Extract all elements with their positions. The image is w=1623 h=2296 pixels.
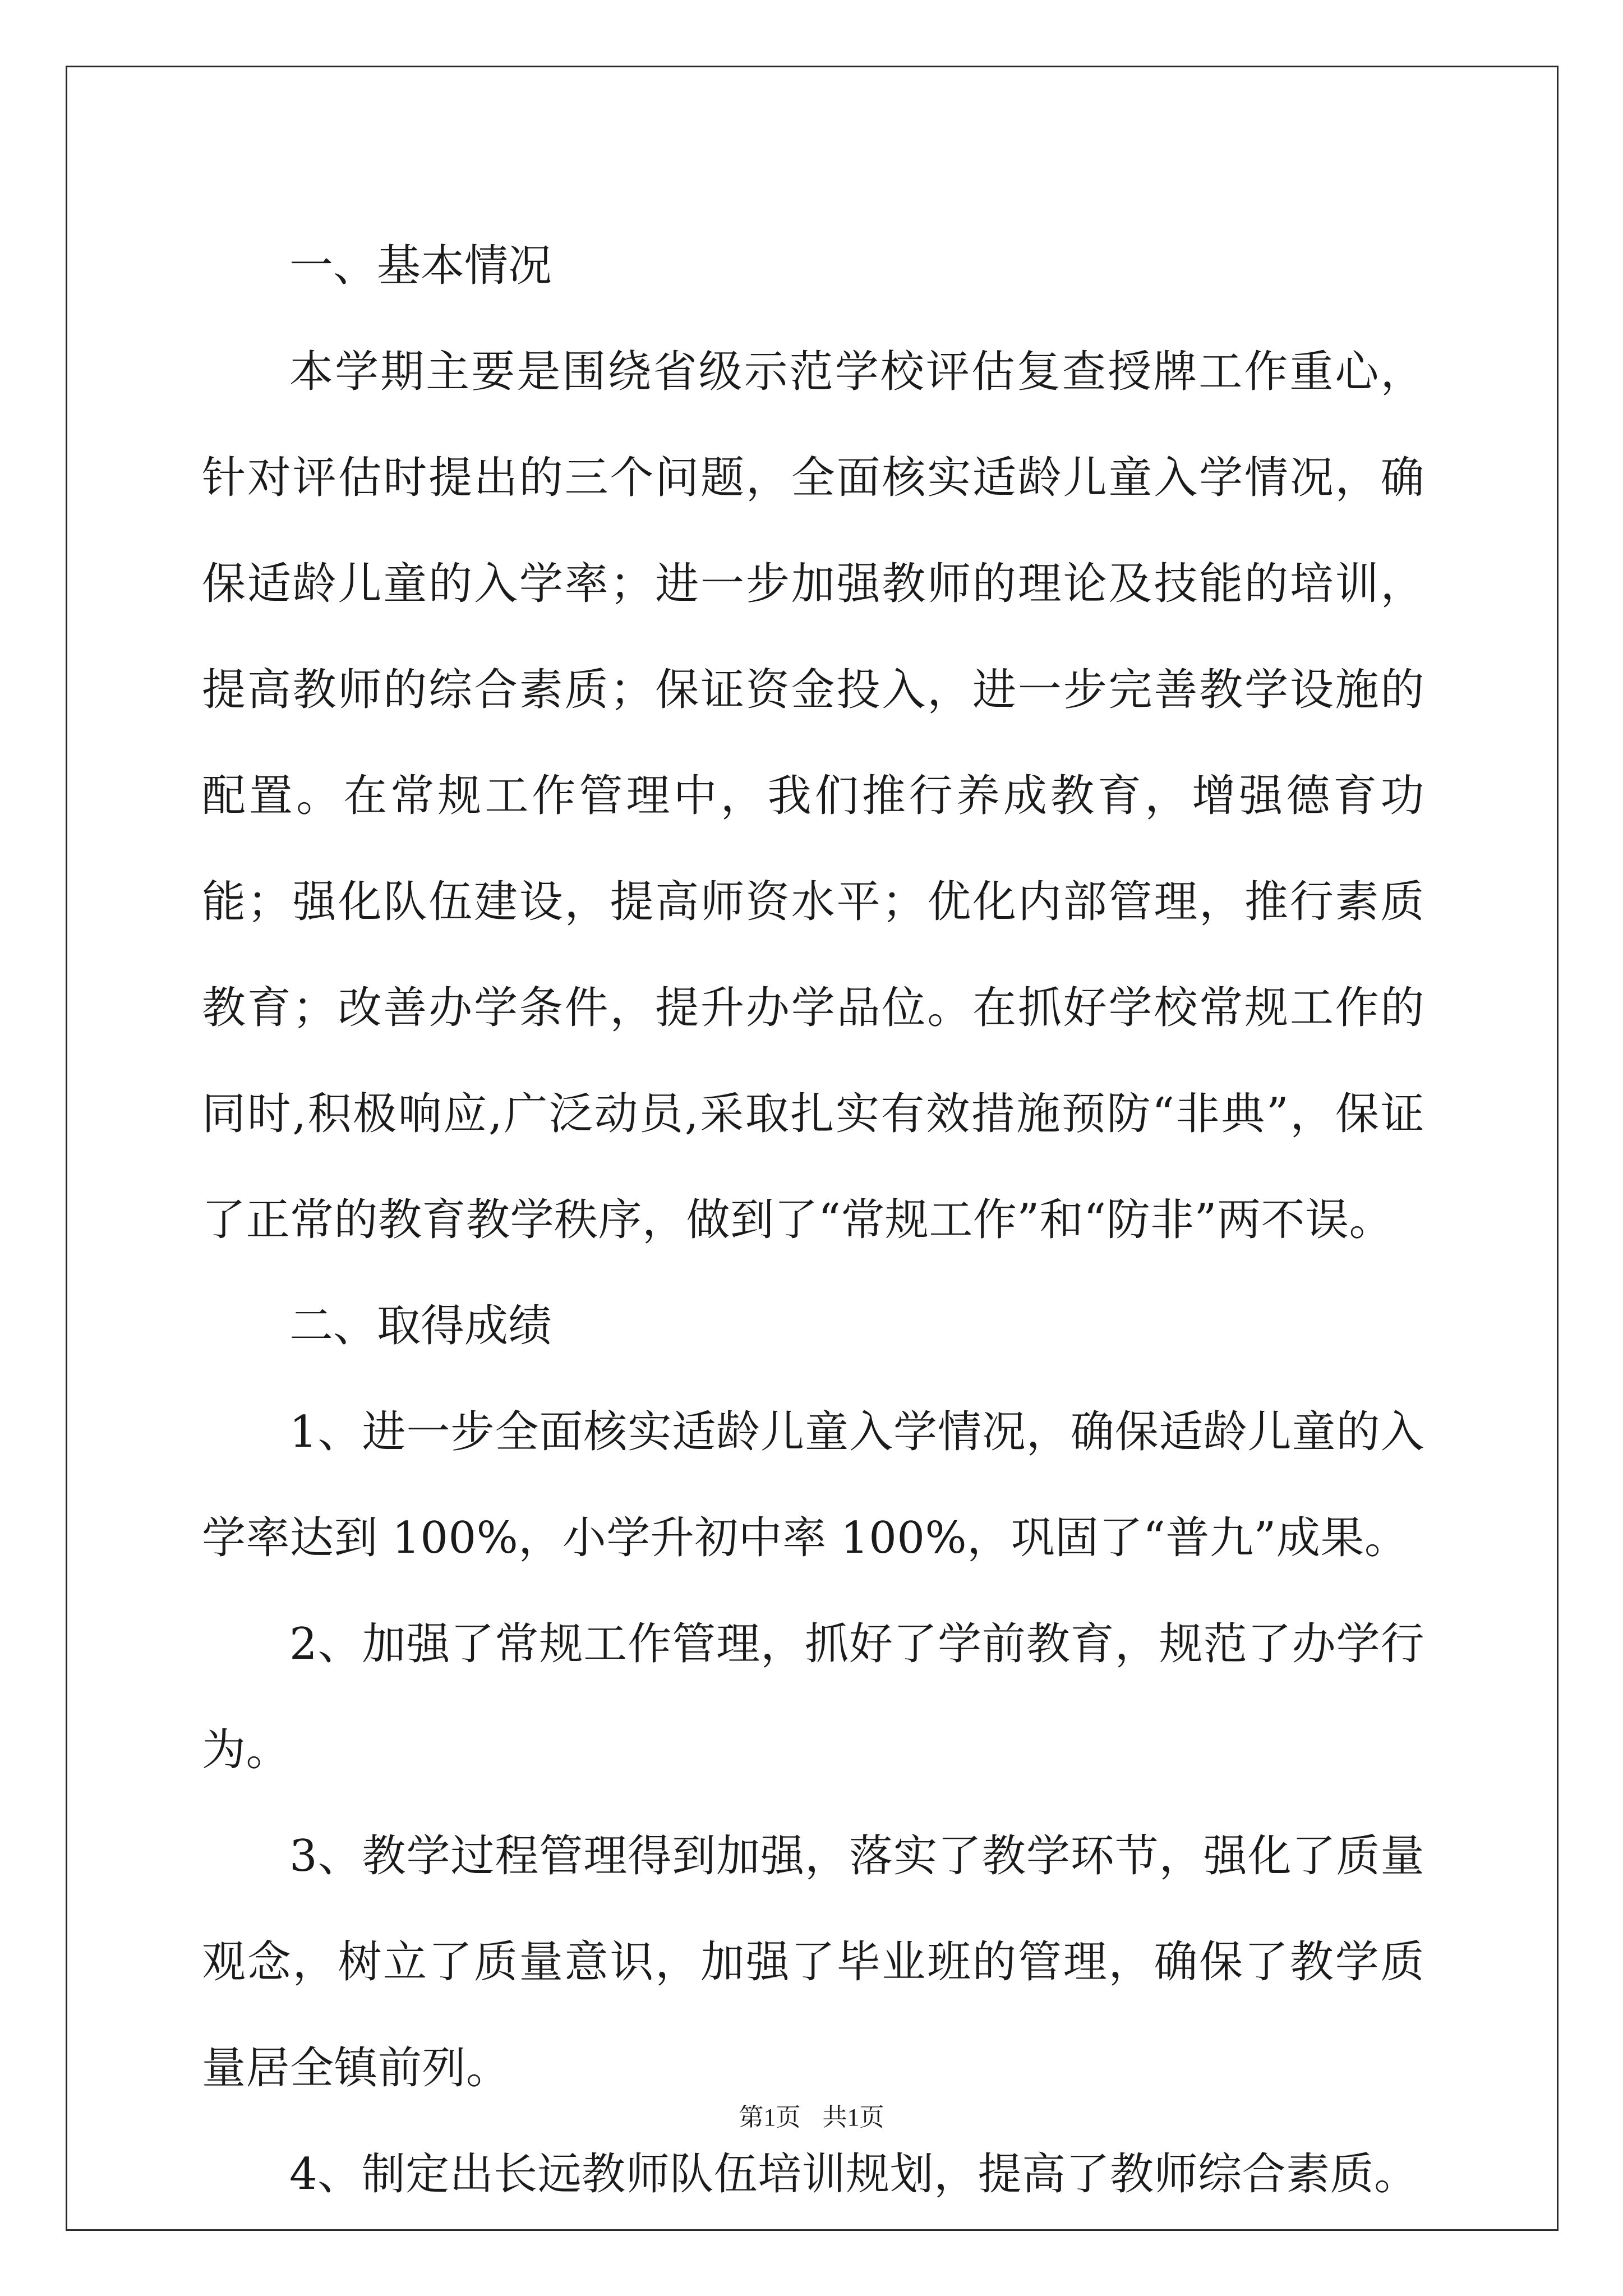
- page-footer: [0, 2101, 1623, 2134]
- paragraph: 2、加强了常规工作管理，抓好了学前教育，规范了办学行为。: [202, 1619, 1424, 1775]
- section-heading: 二、取得成绩: [289, 1301, 552, 1351]
- document-body: [202, 213, 1424, 2228]
- page-total: 共1页: [822, 2104, 884, 2131]
- page-number: 第1页: [739, 2104, 801, 2131]
- paragraph: 3、教学过程管理得到加强，落实了教学环节，强化了质量观念，树立了质量意识，加强了毕业班的管理，确保了教学质量居全镇前列。: [202, 1831, 1424, 2093]
- paragraph: 4、制定出长远教师队伍培训规划，提高了教师综合素质。: [289, 2149, 1418, 2200]
- paragraph: 本学期主要是围绕省级示范学校评估复查授牌工作重心，针对评估时提出的三个问题，全面核实适龄儿童入学情况，确保适龄儿童的入学率；进一步加强教师的理论及技能的培训，提高教师的综合素质；保证资金投入，进一步完善教学设施的配置。在常规工作管理中，我们推行养成教育，增强德育功能；强化队伍建设，提高师资水平；优化内部管理，推行素质教育；改善办学条件，提升办学品位。在抓好学校常规工作的同时,积极响应,广泛动员,采取扎实有效措施预防“非典”，保证了正常的教育教学秩序，做到了“常规工作”和“防非”两不误。: [202, 347, 1424, 1245]
- paragraph: 1、进一步全面核实适龄儿童入学情况，确保适龄儿童的入学率达到 100%，小学升初中率 100%，巩固了“普九”成果。: [202, 1407, 1424, 1563]
- section-heading: 一、基本情况: [289, 241, 552, 291]
